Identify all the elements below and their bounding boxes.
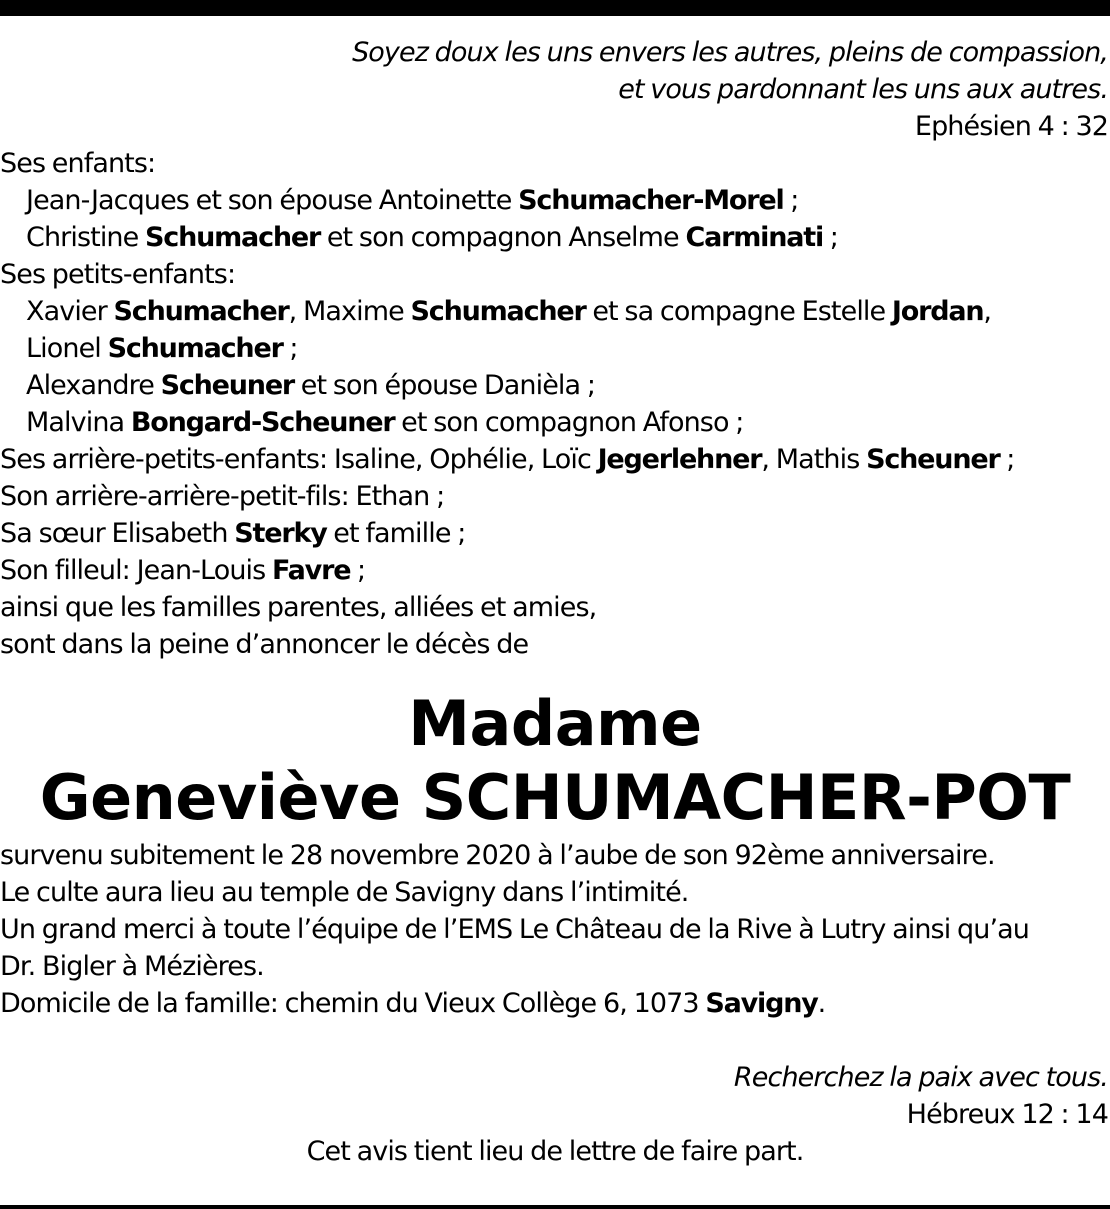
- surname: Scheuner: [160, 370, 295, 401]
- surname: Schumacher: [145, 222, 321, 253]
- obituary-notice: [0, 34, 1110, 1170]
- surname: Schumacher-Morel: [518, 185, 784, 216]
- surname: Bongard-Scheuner: [130, 407, 395, 438]
- surname: Favre: [272, 555, 351, 586]
- surname: Jordan: [891, 296, 984, 327]
- family-line: Christine Schumacher et son compagnon Anselme Carminati ;: [26, 222, 838, 253]
- epigraph-line: Soyez doux les uns envers les autres, pleins de compassion,: [352, 37, 1108, 68]
- surname: Scheuner: [866, 444, 1000, 475]
- family-line: Lionel Schumacher ;: [26, 333, 298, 364]
- closing-verse: Recherchez la paix avec tous.: [733, 1062, 1108, 1093]
- epigraph-reference: Ephésien 4 : 32: [914, 111, 1108, 142]
- surname: Schumacher: [410, 296, 586, 327]
- surname: Schumacher: [107, 333, 283, 364]
- surname: Sterky: [234, 518, 327, 549]
- death-details: survenu subitement le 28 novembre 2020 à l’aube de son 92ème anniversaire.: [0, 840, 995, 871]
- thanks-line: Dr. Bigler à Mézières.: [0, 951, 264, 982]
- family-line: Alexandre Scheuner et son épouse Danièla ;: [26, 370, 596, 401]
- deceased-title: Madame: [408, 687, 702, 760]
- family-line: Ses arrière-petits-enfants: Isaline, Ophélie, Loïc Jegerlehner, Mathis Scheuner ;: [0, 444, 1015, 475]
- family-line: Jean-Jacques et son épouse Antoinette Schumacher-Morel ;: [26, 185, 799, 216]
- announcement-line: sont dans la peine d’annoncer le décès de: [0, 629, 529, 660]
- domicile-line: Domicile de la famille: chemin du Vieux Collège 6, 1073 Savigny.: [0, 988, 826, 1019]
- family-line: ainsi que les familles parentes, alliées et amies,: [0, 592, 597, 623]
- bottom-border: [0, 1205, 1110, 1209]
- closing-notice: Cet avis tient lieu de lettre de faire part.: [306, 1136, 804, 1167]
- family-line: Son arrière-arrière-petit-fils: Ethan ;: [0, 481, 445, 512]
- top-border: [0, 0, 1110, 16]
- service-details: Le culte aura lieu au temple de Savigny dans l’intimité.: [0, 877, 689, 908]
- spacer: [0, 1022, 1110, 1059]
- children-heading: Ses enfants:: [0, 148, 156, 179]
- surname: Jegerlehner: [597, 444, 762, 475]
- family-line: Xavier Schumacher, Maxime Schumacher et sa compagne Estelle Jordan,: [26, 296, 992, 327]
- epigraph-line: et vous pardonnant les uns aux autres.: [618, 74, 1108, 105]
- surname: Schumacher: [113, 296, 289, 327]
- grandchildren-heading: Ses petits-enfants:: [0, 259, 236, 290]
- closing-reference: Hébreux 12 : 14: [906, 1099, 1108, 1130]
- family-line: Sa sœur Elisabeth Sterky et famille ;: [0, 518, 466, 549]
- family-line: Son filleul: Jean-Louis Favre ;: [0, 555, 366, 586]
- surname: Carminati: [685, 222, 824, 253]
- deceased-name: Geneviève SCHUMACHER-POT: [39, 761, 1071, 834]
- town-name: Savigny: [705, 988, 818, 1019]
- family-line: Malvina Bongard-Scheuner et son compagnon Afonso ;: [26, 407, 744, 438]
- thanks-line: Un grand merci à toute l’équipe de l’EMS Le Château de la Rive à Lutry ainsi qu’au: [0, 914, 1029, 945]
